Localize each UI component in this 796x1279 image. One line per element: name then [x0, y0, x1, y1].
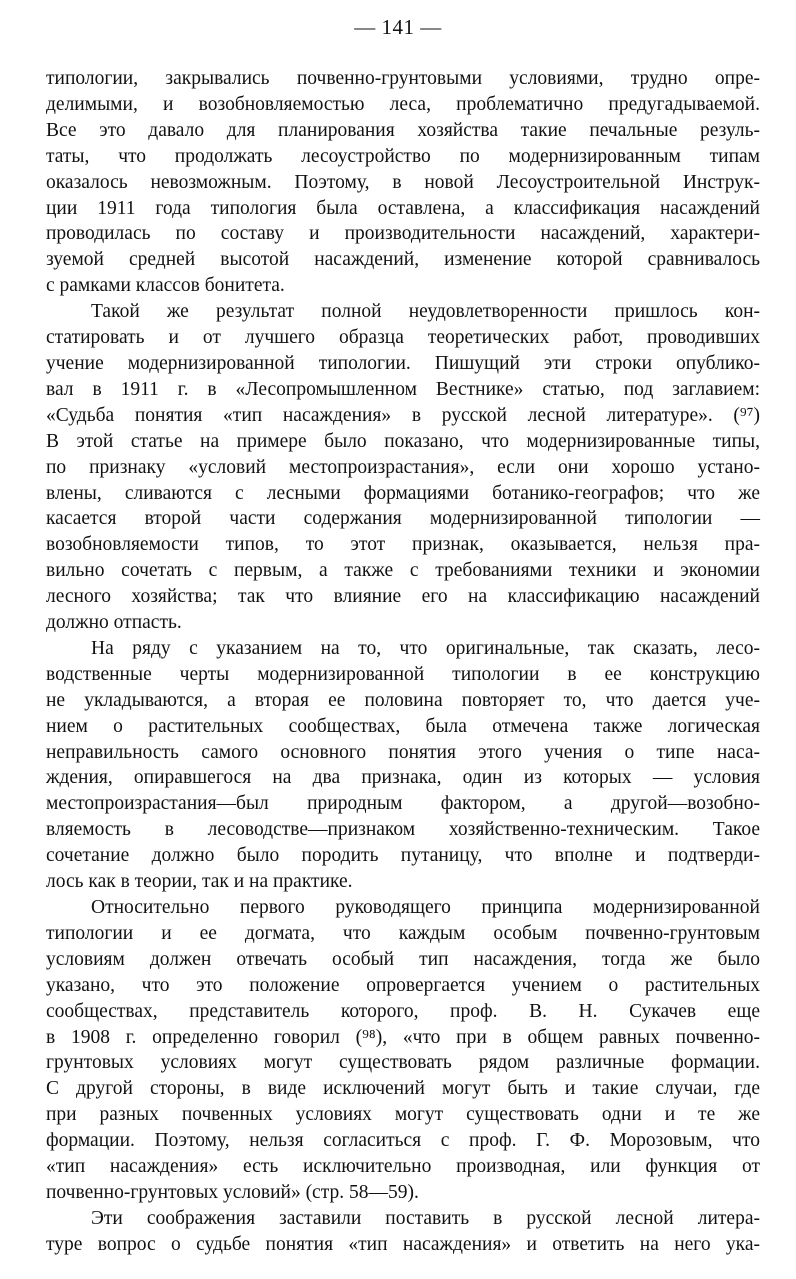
paragraph: [46, 895, 760, 1206]
text-line: туре вопрос о судьбе понятия «тип насаждения» и ответить на него ука-: [46, 1233, 760, 1255]
text-line: вал в 1911 г. в «Лесопромышленном Вестнике» статью, под заглавием:: [46, 378, 760, 400]
text-line: На ряду с указанием на то, что оригинальные, так сказать, лесо-: [91, 637, 760, 659]
paragraph: [46, 299, 760, 636]
text-line: не укладываются, а вторая ее половина повторяет то, что дается уче-: [46, 689, 760, 711]
text-line: указано, что это положение опровергается учением о растительных: [46, 974, 760, 996]
text-line: вляемость в лесоводстве—признаком хозяйственно-техническим. Такое: [46, 819, 760, 841]
text-line: «тип насаждения» есть исключительно производная, или функция от: [46, 1156, 760, 1178]
text-line: по признаку «условий местопроизрастания», если они хорошо устано-: [46, 456, 760, 478]
paragraph: [46, 66, 760, 299]
text-line: Относительно первого руководящего принципа модернизированной: [91, 897, 760, 918]
text-line: «Судьба понятия «тип насаждения» в русской лесной литературе». (⁹⁷): [46, 404, 760, 426]
text-line: условиям должен отвечать особый тип насаждения, тогда же было: [46, 948, 760, 970]
text-line: ждения, опиравшегося на два признака, один из которых — условия: [46, 767, 760, 789]
text-line: в 1908 г. определенно говорил (⁹⁸), «что при в общем равных почвенно-: [46, 1026, 760, 1048]
paragraph: [46, 1206, 760, 1258]
text-line: лесного хозяйства; так что влияние его на классификацию насаждений: [46, 586, 760, 608]
body-text: [46, 66, 760, 1258]
text-line: с рамками классов бонитета.: [46, 275, 285, 297]
text-line: касается второй части содержания модернизированной типологии —: [46, 508, 760, 530]
text-line: ции 1911 года типология была оставлена, а классификация насаждений: [46, 197, 760, 219]
text-line: сообществах, представитель которого, проф. В. Н. Сукачев еще: [46, 1000, 760, 1022]
text-line: должно отпасть.: [46, 612, 182, 634]
text-line: почвенно-грунтовых условий» (стр. 58—59).: [46, 1181, 419, 1203]
text-line: сочетание должно было породить путаницу, что вполне и подтверди-: [46, 845, 760, 867]
text-line: Такой же результат полной неудовлетворенности пришлось кон-: [91, 301, 760, 323]
text-line: Эти соображения заставили поставить в русской лесной литера-: [91, 1207, 760, 1229]
text-line: нием о растительных сообществах, была отмечена также логическая: [46, 715, 760, 737]
text-line: водственные черты модернизированной типологии в ее конструкцию: [46, 663, 760, 685]
paragraph: [46, 636, 760, 895]
text-line: вильно сочетать с первым, а также с требованиями техники и экономии: [46, 560, 760, 582]
text-line: местопроизрастания—был природным фактором, а другой—возобно-: [46, 793, 760, 815]
text-line: лось как в теории, так и на практике.: [46, 871, 353, 893]
text-line: Все это давало для планирования хозяйства такие печальные резуль-: [46, 119, 760, 141]
text-line: формации. Поэтому, нельзя согласиться с проф. Г. Ф. Морозовым, что: [46, 1130, 760, 1152]
text-line: проводилась по составу и производительности насаждений, характери-: [46, 223, 760, 245]
text-line: таты, что продолжать лесоустройство по модернизированным типам: [46, 145, 760, 167]
text-line: влены, сливаются с лесными формациями ботанико-географов; что же: [46, 482, 760, 504]
text-line: учение модернизированной типологии. Пишущий эти строки опублико-: [46, 352, 760, 374]
text-line: зуемой средней высотой насаждений, изменение которой сравнивалось: [46, 249, 760, 271]
text-line: В этой статье на примере было показано, что модернизированные типы,: [46, 430, 760, 452]
text-line: возобновляемости типов, то этот признак, оказывается, нельзя пра-: [46, 534, 760, 556]
text-line: С другой стороны, в виде исключений могут быть и такие случаи, где: [46, 1078, 760, 1100]
text-line: статировать и от лучшего образца теоретических работ, проводивших: [46, 327, 760, 349]
text-line: типологии, закрывались почвенно-грунтовыми условиями, трудно опре-: [46, 68, 760, 89]
text-line: делимыми, и возобновляемостью леса, проблематично предугадываемой.: [46, 93, 760, 115]
text-line: грунтовых условиях могут существовать рядом различные формации.: [46, 1052, 760, 1074]
text-line: оказалось невозможным. Поэтому, в новой Лесоустроительной Инструк-: [46, 171, 760, 193]
page-number: — 141 —: [354, 15, 442, 39]
text-line: при разных почвенных условиях могут существовать одни и те же: [46, 1104, 760, 1126]
text-line: типологии и ее догмата, что каждым особым почвенно-грунтовым: [46, 922, 760, 944]
text-line: неправильность самого основного понятия этого учения о типе наса-: [46, 741, 760, 763]
